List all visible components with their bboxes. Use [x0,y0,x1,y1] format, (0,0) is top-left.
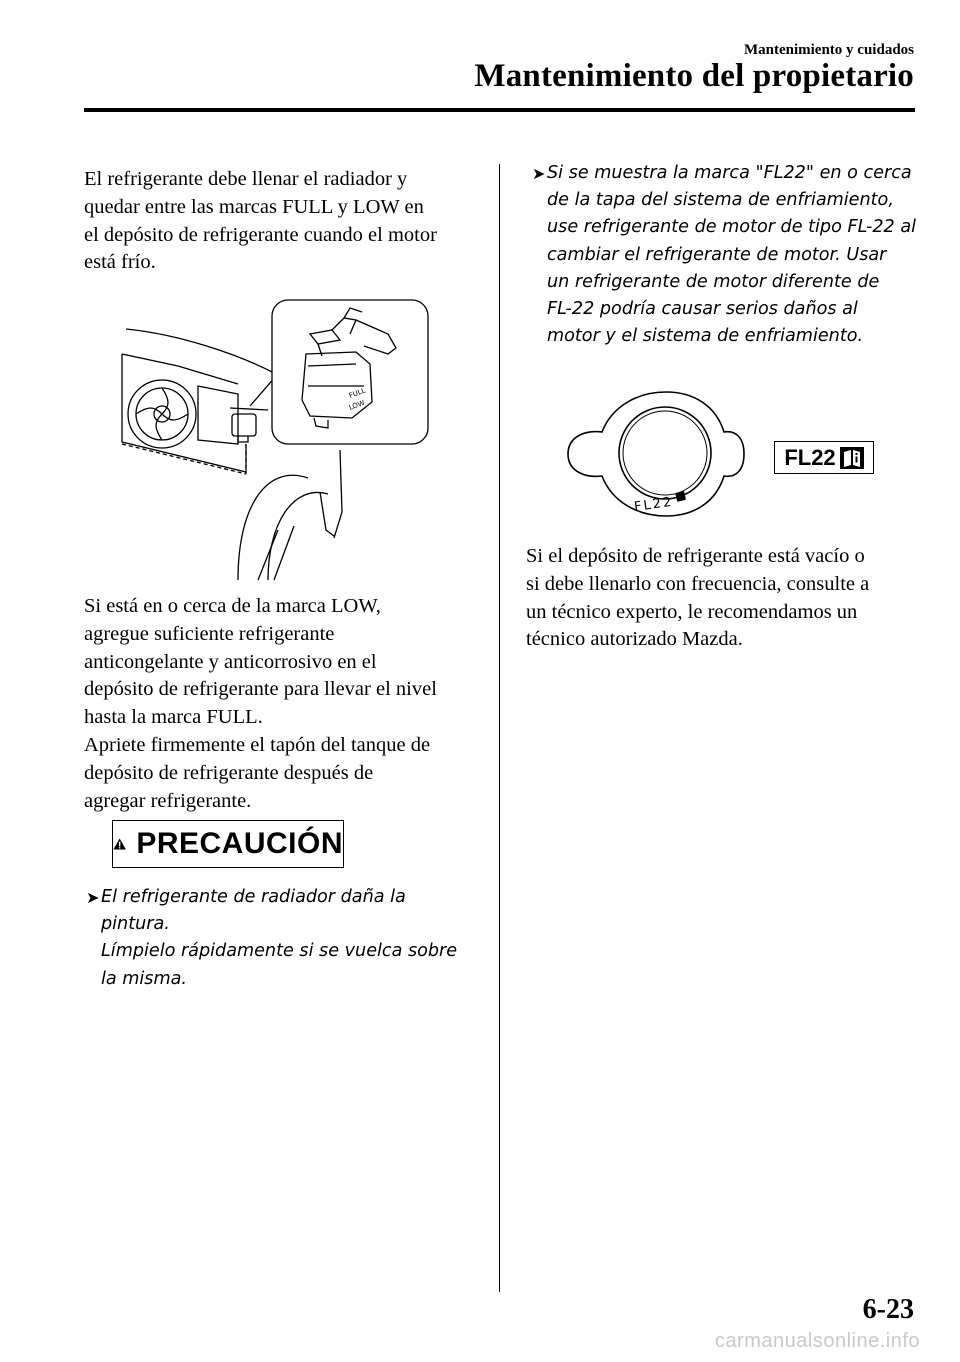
intro-line: quedar entre las marcas FULL y LOW en [84,195,424,218]
radiator-cap-illustration [566,390,746,520]
arrow-bullet-icon: ➤ [532,164,546,183]
refill-line: depósito de refrigerante después de [84,761,374,784]
page-number: 6-23 [862,1294,914,1325]
fl22-line: motor y el sistema de enfriamiento. [547,326,864,347]
intro-line: está frío. [84,251,156,274]
intro-line: El refrigerante debe llenar el radiador y [84,168,408,190]
caution-line: pintura. [101,914,170,935]
header-rule [84,108,915,112]
chapter-title: Mantenimiento del propietario [474,58,914,94]
caution-label: PRECAUCIÓN [136,827,343,860]
watermark: carmanualsonline.info [714,1330,920,1352]
fl22-line: Si se muestra la marca "FL22" en o cerca [547,163,912,183]
advice-line: Si el depósito de refrigerante está vacío o [526,545,865,567]
full-mark-label: FULL [347,386,367,400]
advice-line: si debe llenarlo con frecuencia, consulte a [526,572,870,595]
advice-paragraph [526,543,869,654]
manual-book-icon [840,447,864,469]
refill-line: Si está en o cerca de la marca LOW, [84,595,381,617]
refill-line: agregar refrigerante. [84,789,252,812]
intro-paragraph [84,166,437,277]
refill-line: agregue suficiente refrigerante [84,622,335,645]
advice-line: un técnico experto, le recomendamos un [526,600,858,623]
advice-line: técnico autorizado Mazda. [526,628,743,651]
column-divider [499,164,500,1292]
arrow-bullet-icon: ➤ [86,888,100,907]
low-mark-label: LOW [347,398,366,412]
coolant-reservoir-illustration [118,294,434,586]
refill-paragraph [84,593,437,815]
caution-line: Límpielo rápidamente si se vuelca sobre [101,941,458,962]
fl22-line: un refrigerante de motor diferente de [547,271,880,292]
fl22-line: de la tapa del sistema de enfriamiento, [547,190,894,211]
intro-line: el depósito de refrigerante cuando el motor [84,223,437,246]
refill-line: anticongelante y anticorrosivo en el [84,650,377,673]
fl22-badge [774,441,874,474]
fl22-line: use refrigerante de motor de tipo FL-22 al [547,217,917,238]
caution-line: la misma. [101,968,187,989]
fl22-badge-label: FL22 [784,444,836,470]
cap-fl22-marking: FL22 [633,494,675,515]
refill-line: hasta la marca FULL. [84,706,263,729]
fl22-line: cambiar el refrigerante de motor. Usar [547,244,887,265]
caution-box [112,820,344,868]
warning-triangle-icon [113,829,126,859]
fl22-bullet [532,160,916,350]
caution-line: El refrigerante de radiador daña la [101,887,406,907]
refill-line: depósito de refrigerante para llevar el nivel [84,678,437,701]
refill-line: Apriete firmemente el tapón del tanque de [84,733,431,756]
fl22-line: FL-22 podría causar serios daños al [547,299,858,320]
caution-bullet [86,884,457,993]
section-label: Mantenimiento y cuidados [743,42,914,58]
